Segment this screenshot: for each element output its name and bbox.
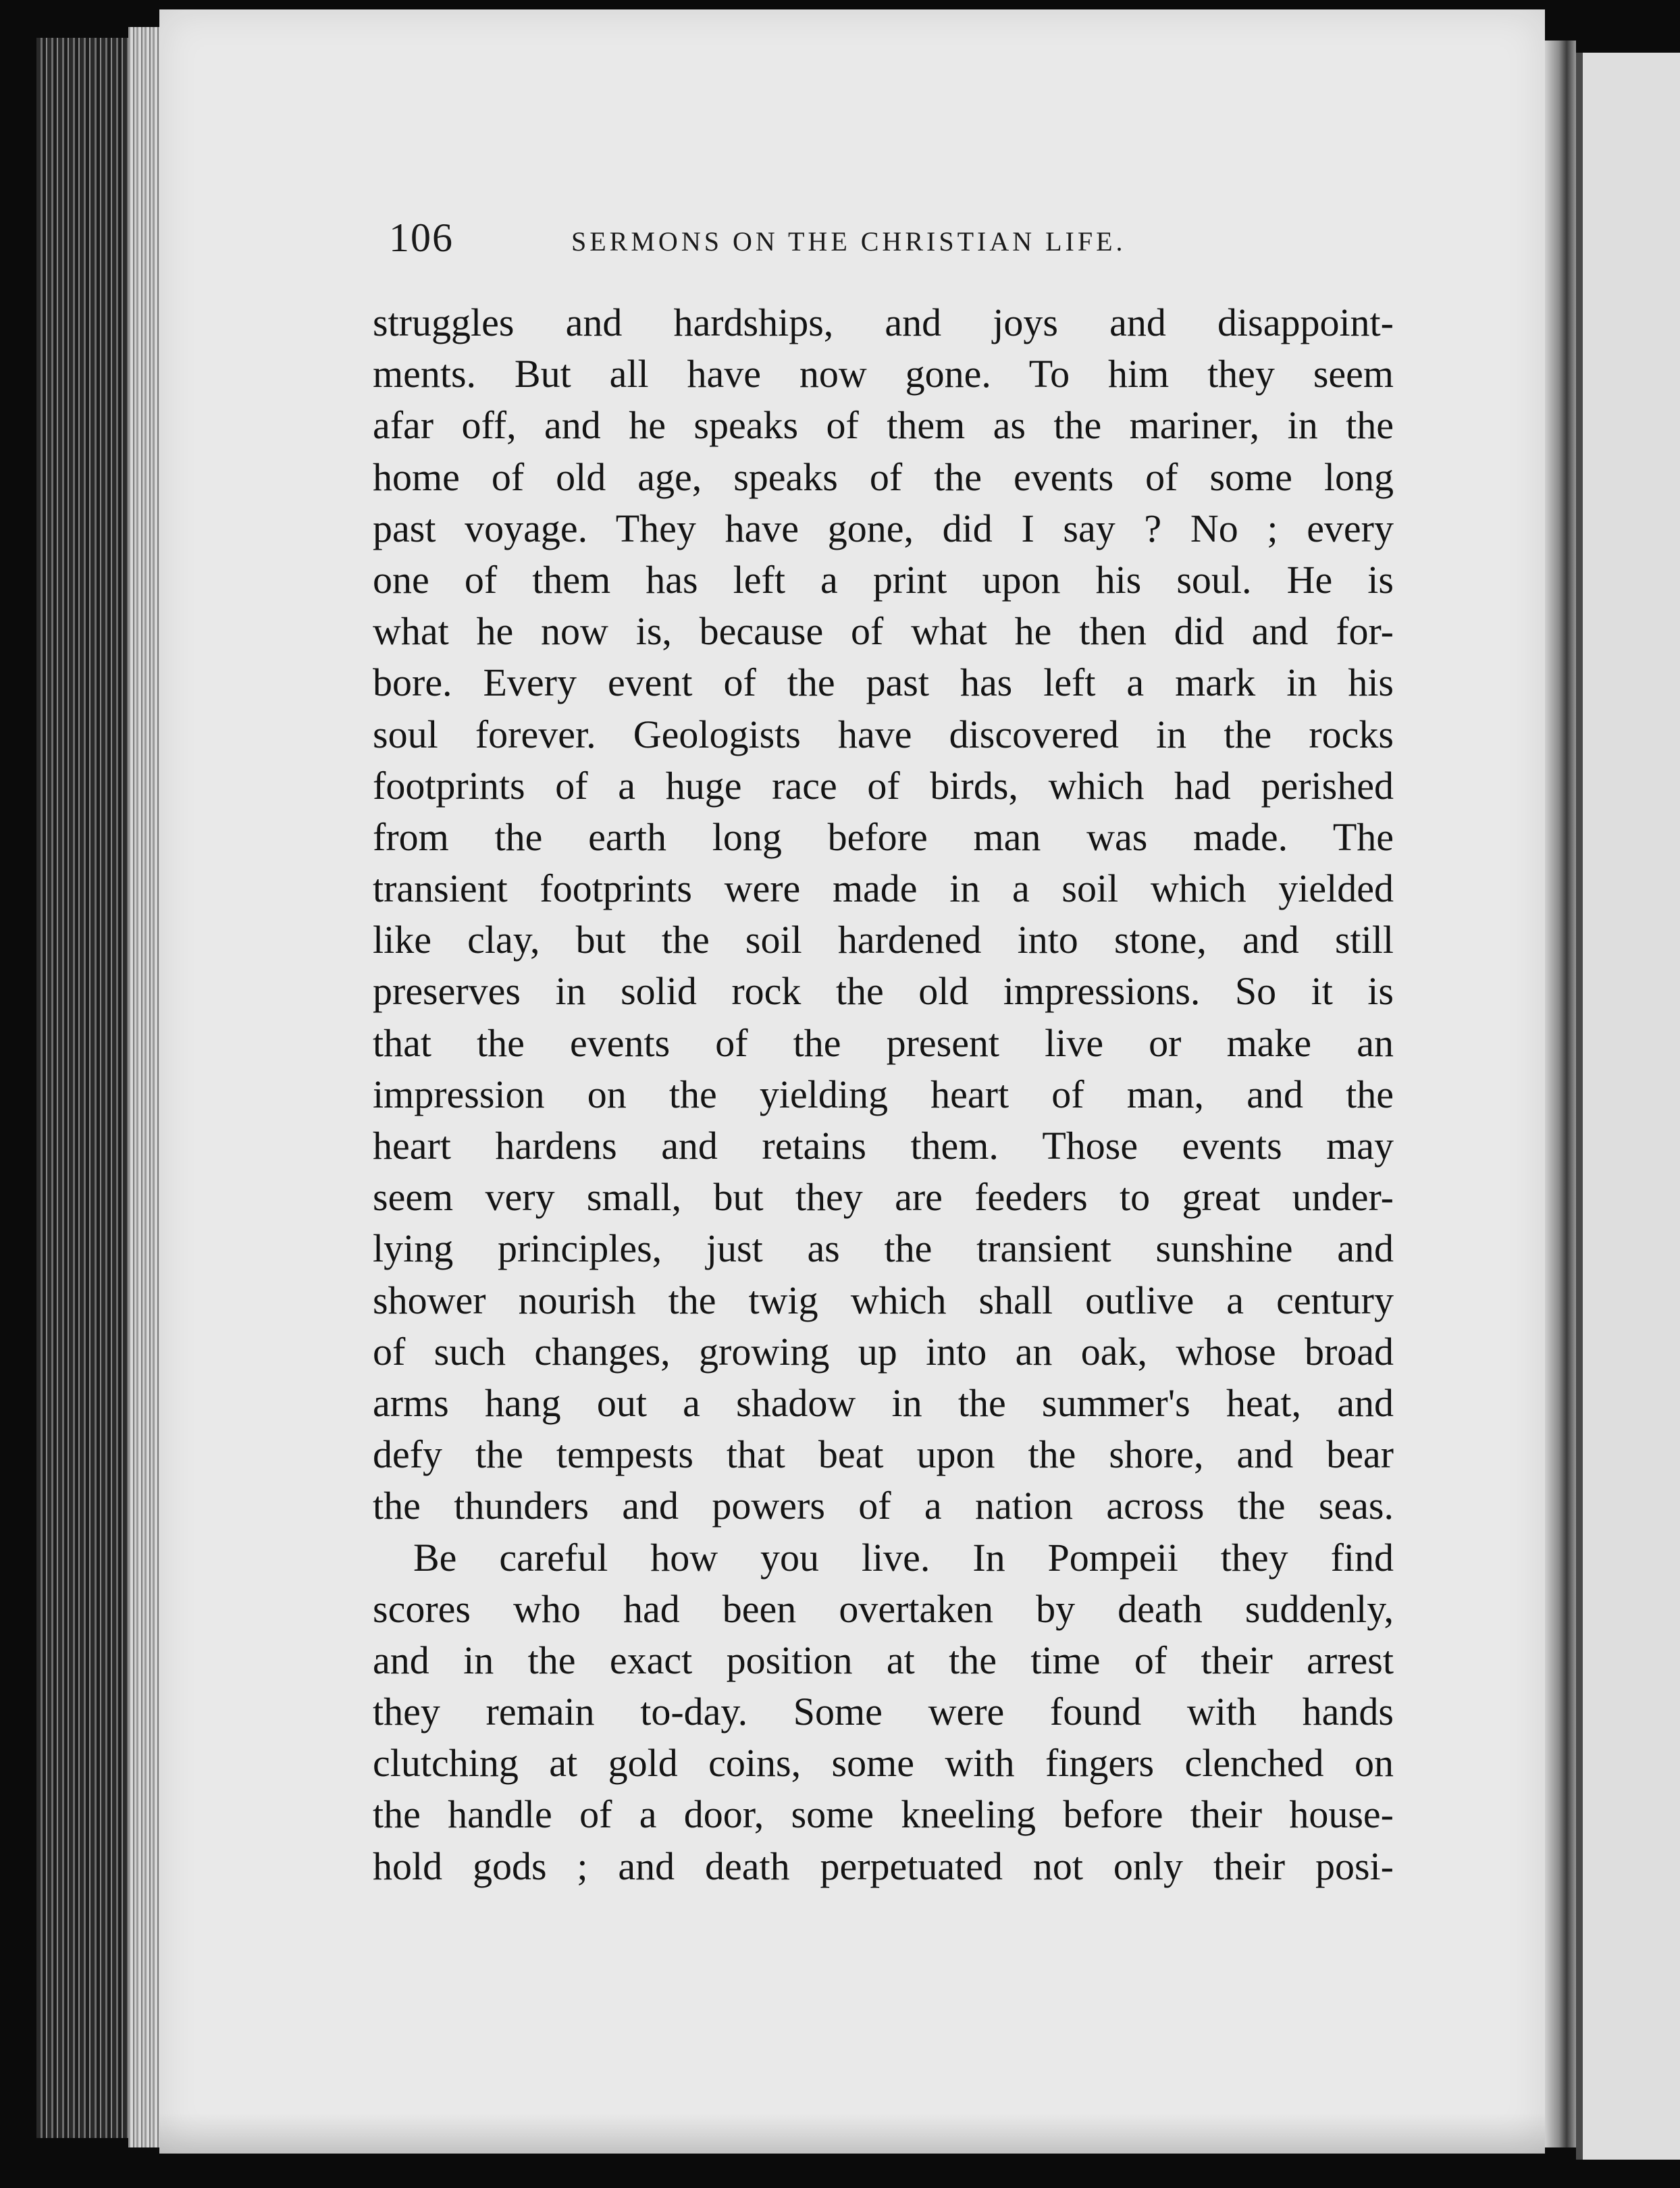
text-line: lying principles, just as the transient sunshine and [373, 1226, 1394, 1271]
text-line: soul forever. Geologists have discovered in the rocks [373, 712, 1394, 756]
text-line: hold gods ; and death perpetuated not only their posi- [373, 1844, 1394, 1888]
facing-page-edge [1576, 53, 1680, 2160]
text-line: ments. But all have now gone. To him they seem [373, 352, 1394, 396]
book-gutter [1545, 41, 1576, 2147]
running-header [389, 215, 1213, 269]
text-line: preserves in solid rock the old impressions. So it is [373, 969, 1394, 1014]
text-line: of such changes, growing up into an oak, whose broad [373, 1329, 1394, 1374]
text-line: clutching at gold coins, some with fingers clenched on [373, 1741, 1394, 1786]
text-line: impression on the yielding heart of man, and the [373, 1072, 1394, 1116]
text-line: afar off, and he speaks of them as the mariner, in the [373, 403, 1394, 448]
text-line: that the events of the present live or make an [373, 1020, 1394, 1065]
body-text [373, 297, 1394, 1892]
text-line: bore. Every event of the past has left a mark in his [373, 660, 1394, 705]
text-line: arms hang out a shadow in the summer's heat, and [373, 1380, 1394, 1425]
text-line: what he now is, because of what he then did and for- [373, 609, 1394, 654]
text-line: shower nourish the twig which shall outlive a century [373, 1278, 1394, 1322]
text-line: scores who had been overtaken by death suddenly, [373, 1586, 1394, 1631]
running-title: SERMONS ON THE CHRISTIAN LIFE. [571, 226, 1126, 257]
text-line: the handle of a door, some kneeling before their house- [373, 1792, 1394, 1837]
text-line: seem very small, but they are feeders to great under- [373, 1175, 1394, 1220]
text-line: footprints of a huge race of birds, which had perished [373, 763, 1394, 808]
text-line: past voyage. They have gone, did I say ? No ; every [373, 506, 1394, 550]
text-line: like clay, but the soil hardened into stone, and still [373, 918, 1394, 962]
text-line: from the earth long before man was made. The [373, 814, 1394, 859]
text-line: heart hardens and retains them. Those events may [373, 1124, 1394, 1168]
text-line: defy the tempests that beat upon the shore, and bear [373, 1432, 1394, 1477]
page-number: 106 [389, 215, 454, 260]
text-line: they remain to-day. Some were found with hands [373, 1690, 1394, 1734]
paragraph-start-line: Be careful how you live. In Pompeii they find [413, 1535, 1394, 1580]
text-line: transient footprints were made in a soil which yielded [373, 866, 1394, 911]
text-line: and in the exact position at the time of their arrest [373, 1638, 1394, 1682]
text-line: home of old age, speaks of the events of some long [373, 454, 1394, 499]
text-line: one of them has left a print upon his soul. He is [373, 557, 1394, 602]
text-line: struggles and hardships, and joys and disappoint- [373, 301, 1394, 344]
text-line: the thunders and powers of a nation across the seas. [373, 1484, 1394, 1528]
